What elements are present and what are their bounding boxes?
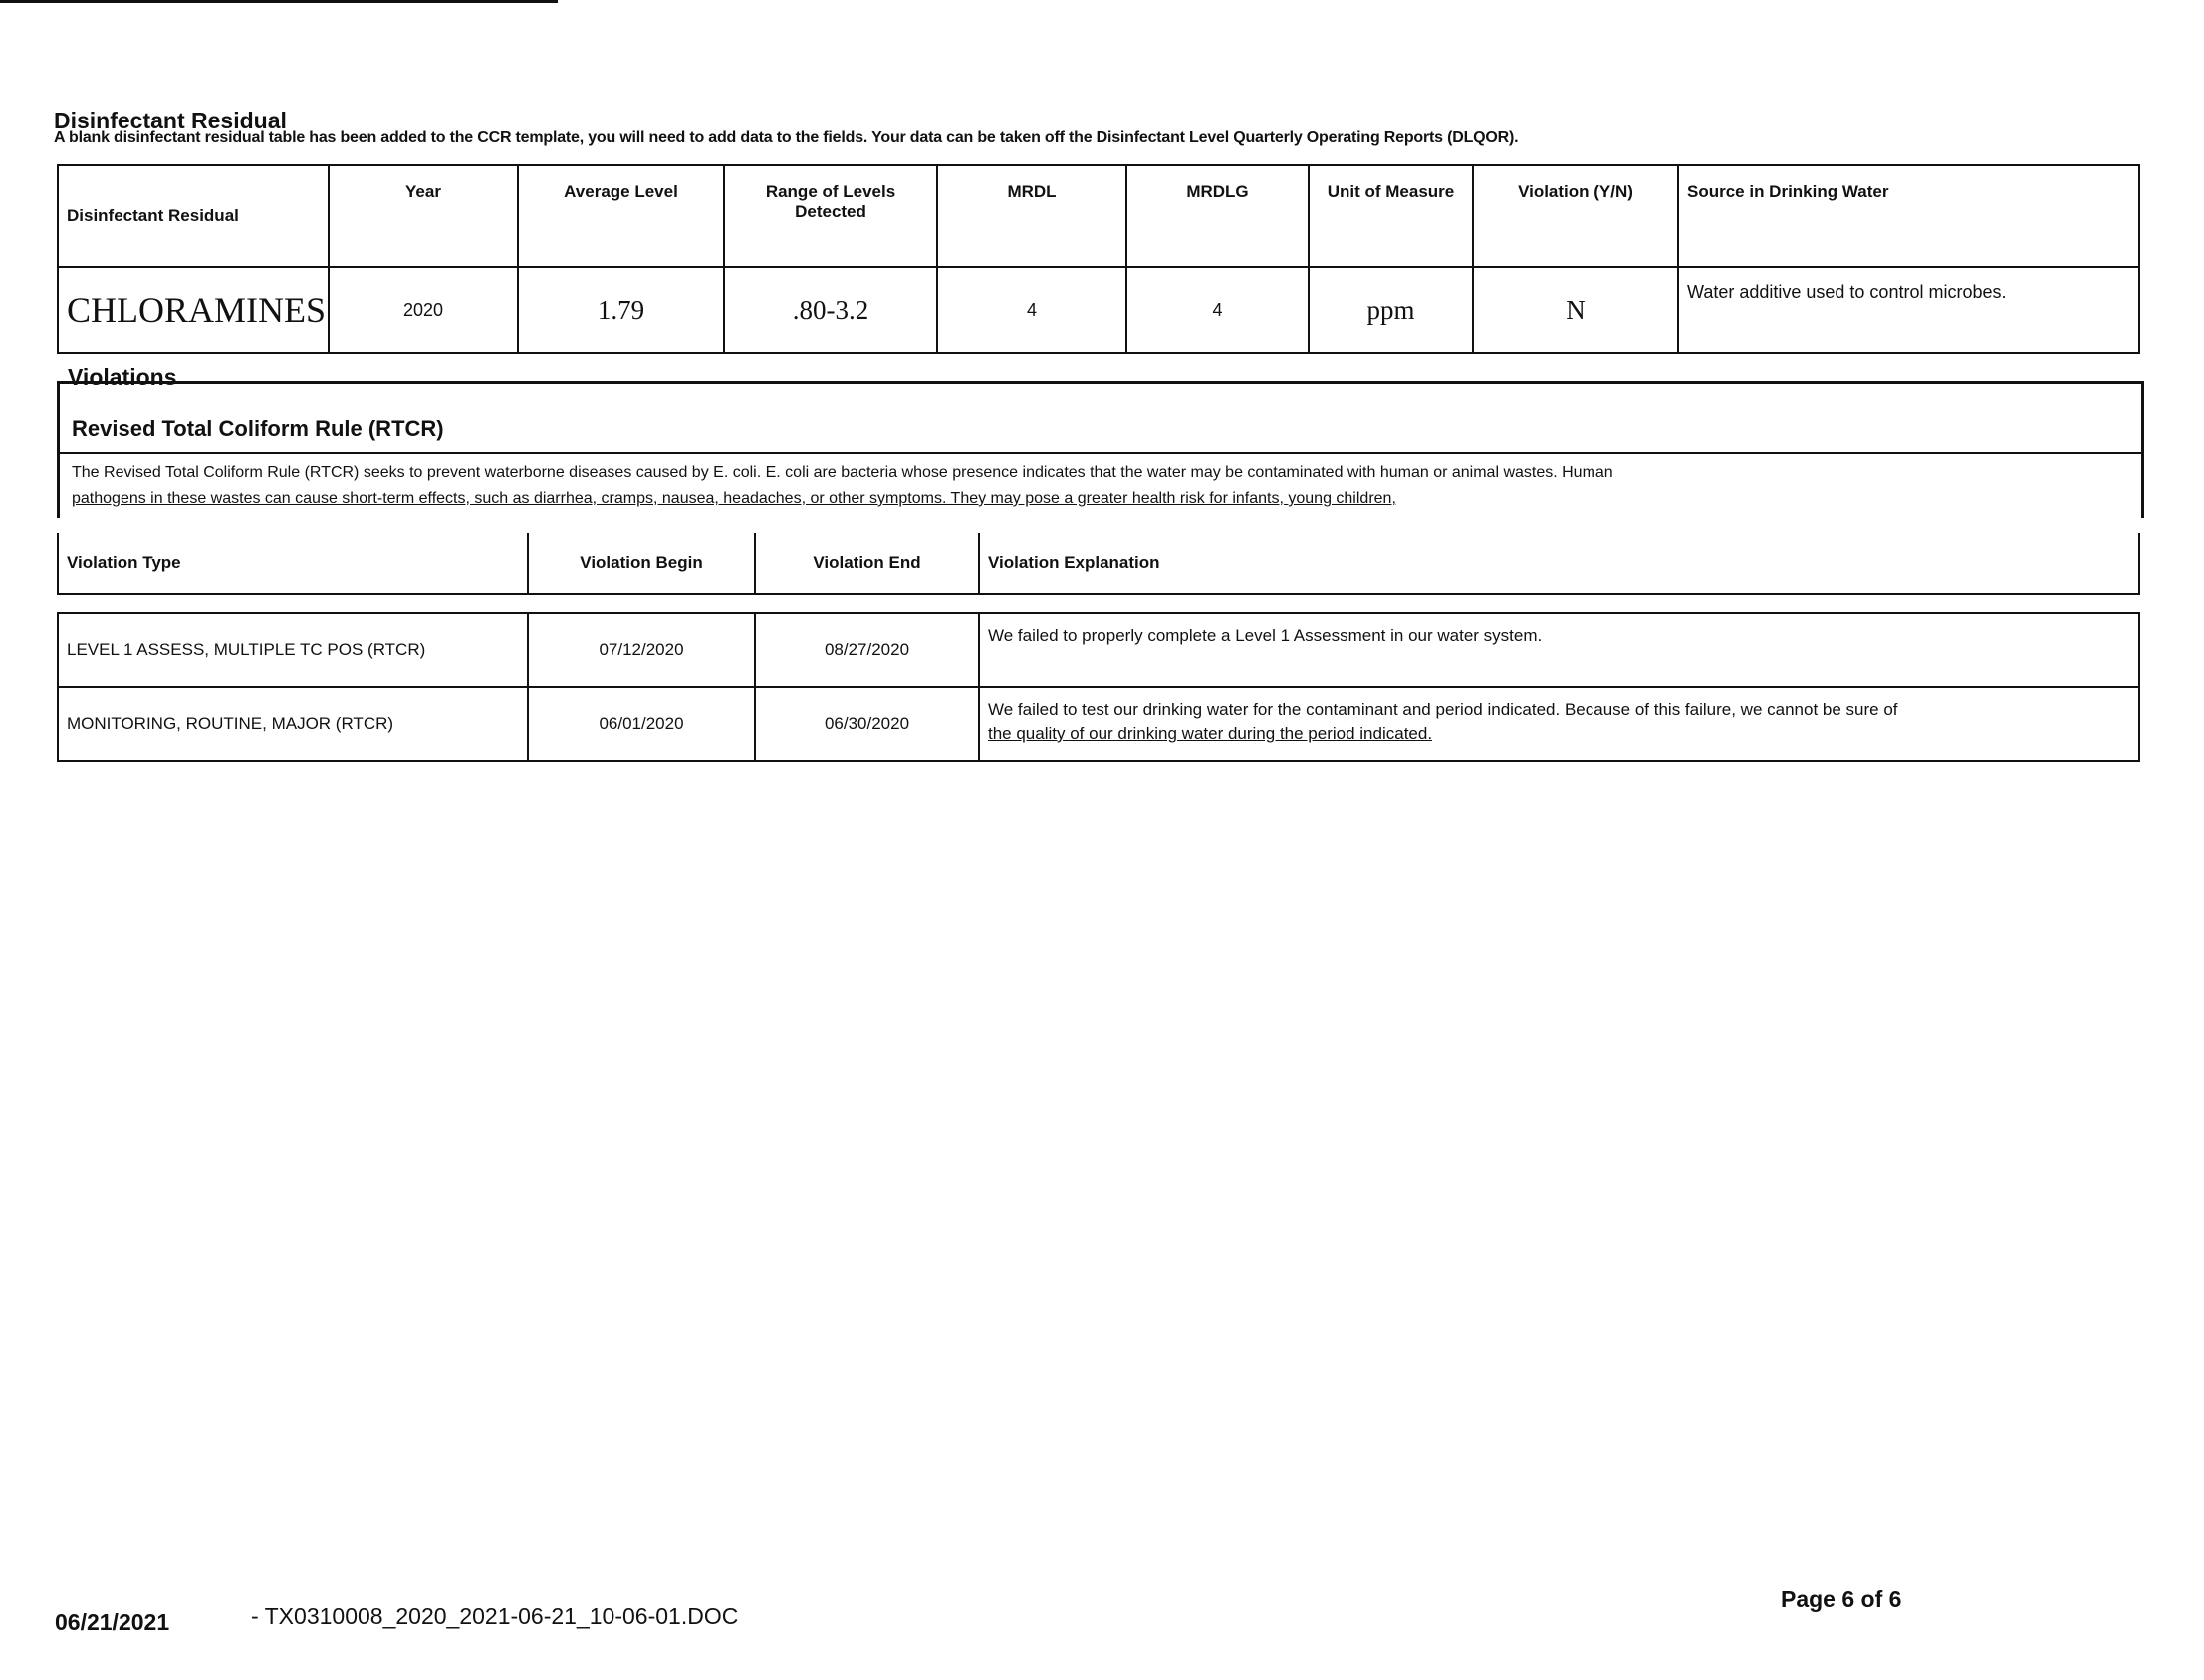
- footer-page-number: Page 6 of 6: [1781, 1586, 1902, 1612]
- table-header-row: [58, 533, 2139, 594]
- rtcr-title: Revised Total Coliform Rule (RTCR): [60, 384, 2141, 454]
- header-cell: MRDLG: [1126, 165, 1309, 267]
- explanation-text: We failed to test our drinking water for the contaminant and period indicated. Because of this failure, we cannot be sure of: [988, 700, 1898, 719]
- header-cell: Violation Explanation: [979, 533, 2139, 594]
- top-rule: [0, 0, 558, 3]
- cell-violation-end: 08/27/2020: [755, 613, 979, 687]
- cell-average-level: 1.79: [518, 267, 724, 353]
- header-cell: Year: [329, 165, 518, 267]
- rtcr-description-line: The Revised Total Coliform Rule (RTCR) seeks to prevent waterborne diseases caused by E. coli. E. coli are bacteria whose presence indicates that the water may be contaminated with human or animal wastes. Human: [72, 464, 1613, 481]
- rtcr-description: [60, 454, 2141, 518]
- cell-mrdlg: 4: [1126, 267, 1309, 353]
- header-cell: Range of Levels Detected: [724, 165, 937, 267]
- cell-source: Water additive used to control microbes.: [1678, 267, 2139, 353]
- cell-violation-explanation: [979, 687, 2139, 761]
- cell-mrdl: 4: [937, 267, 1126, 353]
- table-header-row: [58, 165, 2139, 267]
- cell-violation-type: LEVEL 1 ASSESS, MULTIPLE TC POS (RTCR): [58, 613, 528, 687]
- table-spacer: [58, 594, 2139, 613]
- header-cell: Unit of Measure: [1309, 165, 1473, 267]
- table-row: [58, 613, 2139, 687]
- header-cell: Violation End: [755, 533, 979, 594]
- cell-unit: ppm: [1309, 267, 1473, 353]
- violations-table: [57, 533, 2140, 762]
- header-cell: Violation Type: [58, 533, 528, 594]
- cell-violation-begin: 07/12/2020: [528, 613, 755, 687]
- explanation-text: the quality of our drinking water during the period indicated.: [988, 724, 1433, 743]
- explanation-text: We failed to properly complete a Level 1 Assessment in our water system.: [988, 626, 1543, 645]
- section-note-disinfectant: A blank disinfectant residual table has been added to the CCR template, you will need to add data to the fields. Your data can be taken off the Disinfectant Level Quarterly Operating Reports (DLQOR).: [54, 129, 1519, 146]
- cell-violation: N: [1473, 267, 1678, 353]
- section-title-violations: Violations: [68, 364, 177, 390]
- cell-violation-begin: 06/01/2020: [528, 687, 755, 761]
- section-title-disinfectant: Disinfectant Residual: [54, 108, 287, 133]
- footer-date: 06/21/2021: [55, 1609, 170, 1635]
- footer-filename: - TX0310008_2020_2021-06-21_10-06-01.DOC: [251, 1603, 739, 1629]
- cell-year: 2020: [329, 267, 518, 353]
- header-cell: MRDL: [937, 165, 1126, 267]
- table-row: [58, 687, 2139, 761]
- rtcr-box: [57, 381, 2144, 518]
- rtcr-description-line: pathogens in these wastes can cause short-term effects, such as diarrhea, cramps, nausea, headaches, or other symptoms. They may pose a greater health risk for infants, young children,: [72, 490, 1396, 507]
- cell-disinfectant: CHLORAMINES: [58, 267, 329, 353]
- cell-range: .80-3.2: [724, 267, 937, 353]
- cell-violation-end: 06/30/2020: [755, 687, 979, 761]
- header-cell: Average Level: [518, 165, 724, 267]
- cell-violation-type: MONITORING, ROUTINE, MAJOR (RTCR): [58, 687, 528, 761]
- disinfectant-table: [57, 164, 2140, 354]
- table-row: [58, 267, 2139, 353]
- header-cell: Violation Begin: [528, 533, 755, 594]
- cell-violation-explanation: [979, 613, 2139, 687]
- header-cell: Disinfectant Residual: [58, 165, 329, 267]
- header-cell: Violation (Y/N): [1473, 165, 1678, 267]
- header-cell: Source in Drinking Water: [1678, 165, 2139, 267]
